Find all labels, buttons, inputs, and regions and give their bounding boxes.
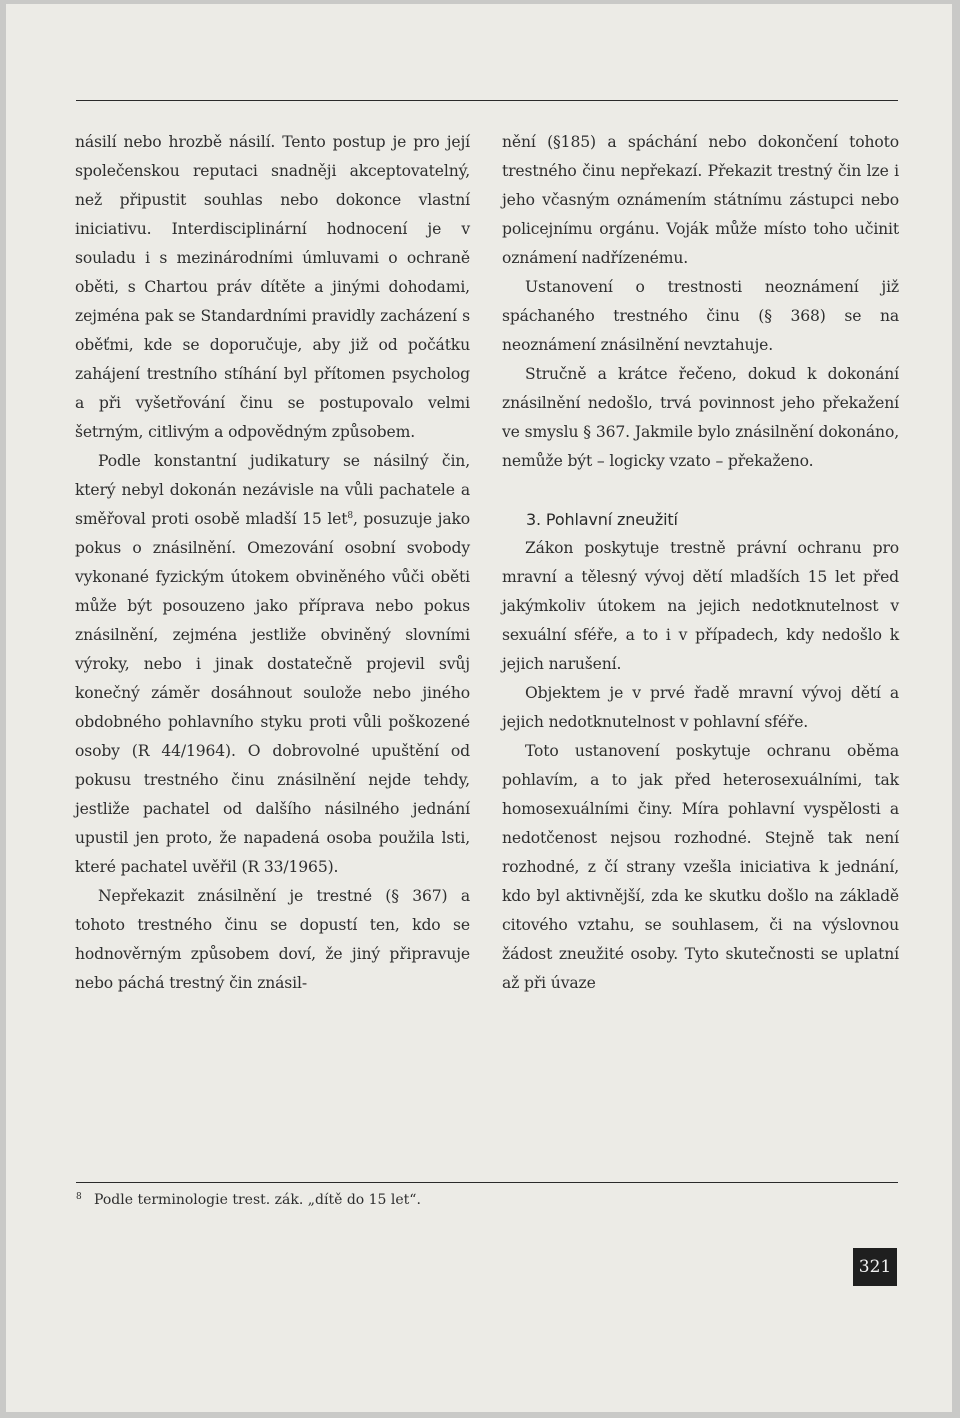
page-number: 321 <box>853 1248 897 1286</box>
right-column <box>502 128 899 998</box>
footnote <box>76 1192 421 1208</box>
paragraph: Stručně a krátce řečeno, dokud k dokonání znásilnění nedošlo, trvá povinnost jeho překažení ve smyslu § 367. Jakmile bylo znásilnění dokonáno, nemůže být – logicky vzato – překaženo. <box>502 365 899 470</box>
paragraph: Objektem je v prvé řadě mravní vývoj dětí a jejich nedotknutelnost v pohlavní sféře. <box>502 684 899 731</box>
paragraph-text: , posuzuje jako pokus o znásilnění. Omezování osobní svobody vykonané fyzickým útokem obviněného vůči oběti může být posouzeno jako příprava nebo pokus znásilnění, zejména jestliže obviněný slovními výroky, nebo i jinak dostatečně projevil svůj konečný záměr dosáhnout soulože nebo jiného obdobného pohlavního styku proti vůli poškozené osoby (R 44/1964). O dobrovolné upuštění od pokusu trestného činu znásilnění nejde tehdy, jestliže pachatel od dalšího násilného jednání upustil jen proto, že napadená osoba použila lsti, které pachatel uvěřil (R 33/1965). <box>75 510 470 876</box>
book-page <box>6 4 952 1412</box>
paragraph <box>75 447 470 882</box>
paragraph: nění (§185) a spáchání nebo dokončení tohoto trestného činu nepřekazí. Překazit trestný čin lze i jeho včasným oznámením státnímu zástupci nebo policejnímu orgánu. Voják může místo toho učinit oznámení nadřízenému. <box>502 133 899 267</box>
footnote-text: Podle terminologie trest. zák. „dítě do 15 let“. <box>94 1192 421 1208</box>
footnote-rule <box>76 1182 898 1183</box>
paragraph-text: Podle konstantní judikatury se násilný čin, který nebyl dokonán nezávisle na vůli pachatele a směřoval proti osobě mladší 15 let <box>75 452 470 528</box>
header-rule <box>76 100 898 101</box>
paragraph: Toto ustanovení poskytuje ochranu oběma pohlavím, a to jak před heterosexuálními, tak homosexuálními činy. Míra pohlavní vyspělosti a nedotčenost nejsou rozhodné. Stejně tak není rozhodné, z čí strany vzešla iniciativa k jednání, kdo byl aktivnější, zda ke skutku došlo na základě citového vztahu, se souhlasem, či na výslovnou žádost zneužité osoby. Tyto skutečnosti se uplatní až při úvaze <box>502 742 899 992</box>
section-heading: 3. Pohlavní zneužití <box>526 510 678 529</box>
paragraph: násilí nebo hrozbě násilí. Tento postup je pro její společenskou reputaci snadněji akceptovatelný, než připustit souhlas nebo dokonce vlastní iniciativu. Interdisciplinární hodnocení je v souladu i s mezinárodními úmluvami o ochraně oběti, s Chartou práv dítěte a jinými dohodami, zejména pak se Standardními pravidly zacházení s oběťmi, kde se doporučuje, aby již od počátku zahájení trestního stíhání byl přítomen psycholog a při vyšetřování činu se postupovalo velmi šetrným, citlivým a odpovědným způsobem. <box>75 133 470 441</box>
left-column <box>75 128 470 998</box>
paragraph: Nepřekazit znásilnění je trestné (§ 367) a tohoto trestného činu se dopustí ten, kdo se hodnověrným způsobem doví, že jiný připravuje nebo páchá trestný čin znásil- <box>75 887 470 992</box>
footnote-mark: 8 <box>76 1192 82 1202</box>
paragraph: Zákon poskytuje trestně právní ochranu pro mravní a tělesný vývoj dětí mladších 15 let před jakýmkoliv útokem na jejich nedotknutelnost v sexuální sféře, a to i v případech, kdy nedošlo k jejich narušení. <box>502 539 899 673</box>
section-spacer <box>502 476 899 505</box>
paragraph: Ustanovení o trestnosti neoznámení již spáchaného trestného činu (§ 368) se na neoznámení znásilnění nevztahuje. <box>502 278 899 354</box>
footnote-reference: 8 <box>347 511 353 521</box>
